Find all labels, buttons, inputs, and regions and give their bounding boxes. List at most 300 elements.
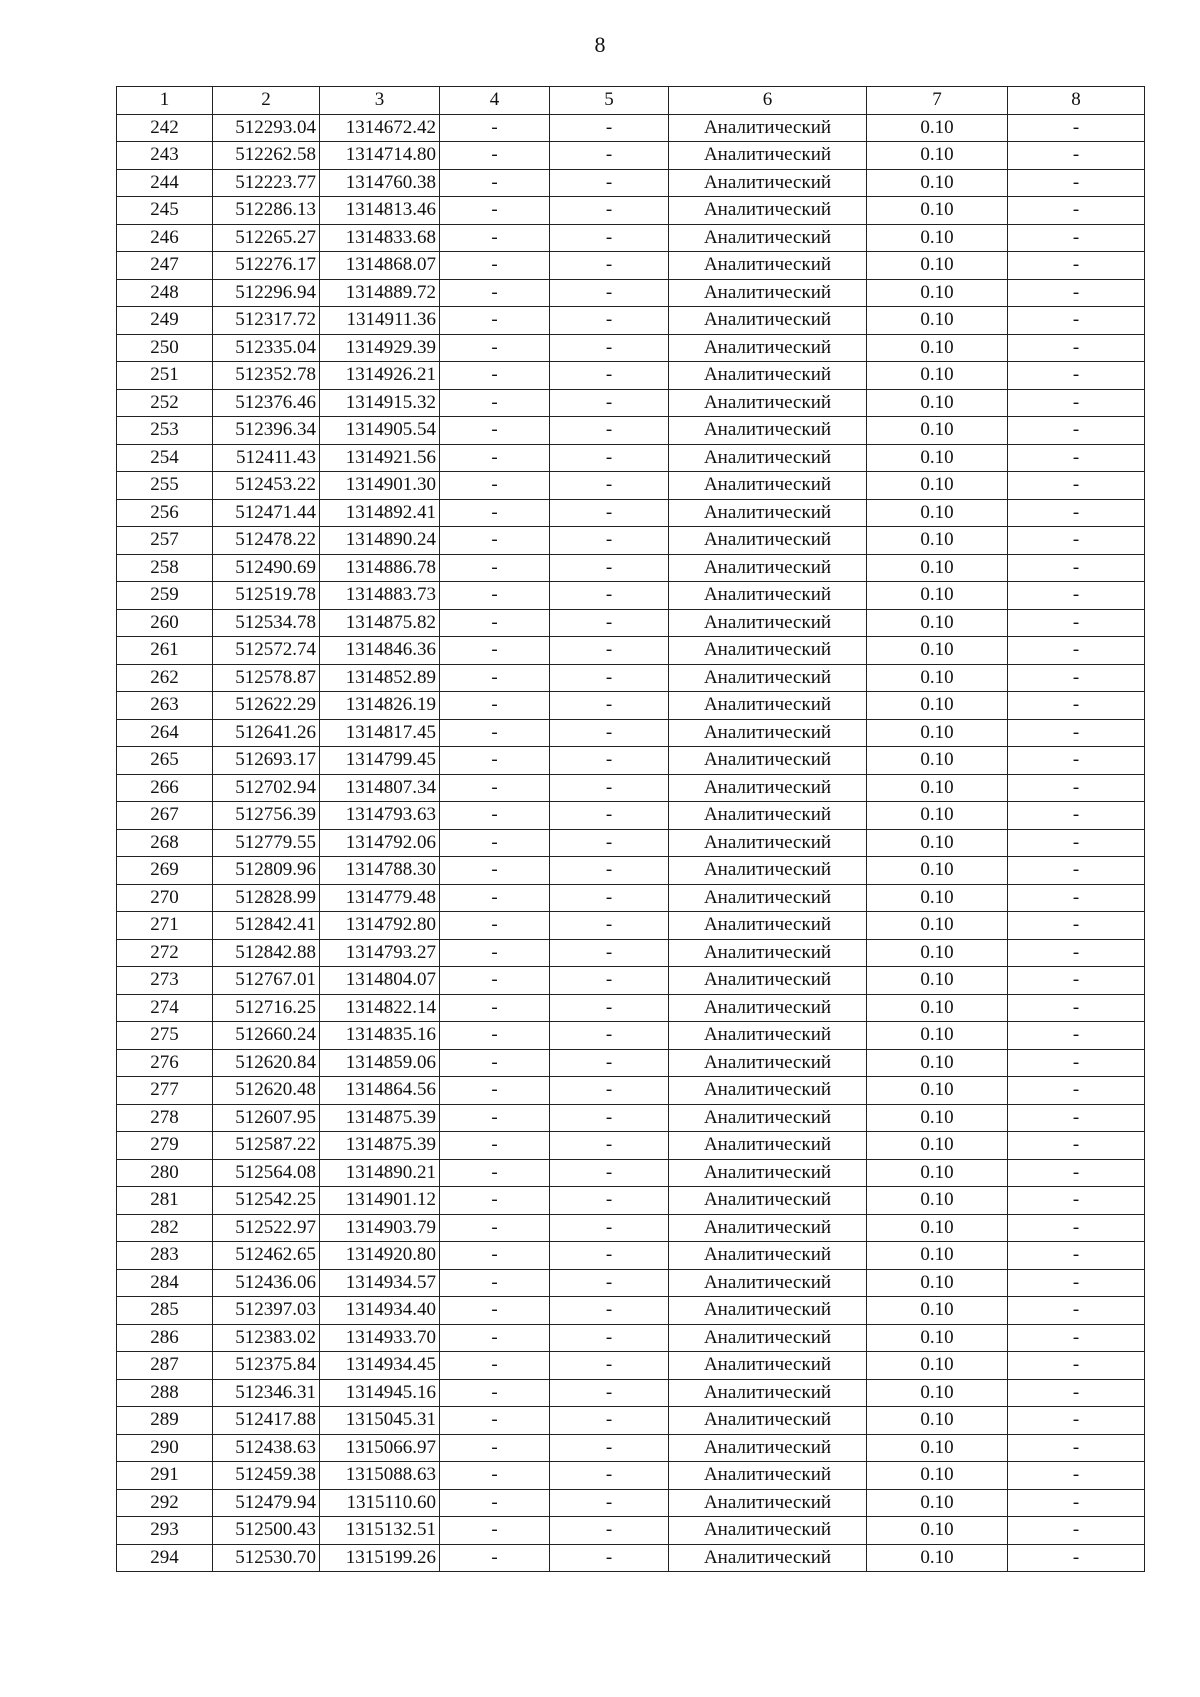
cell-col-4: - <box>440 1434 550 1462</box>
cell-accuracy: 0.10 <box>867 224 1008 252</box>
cell-accuracy: 0.10 <box>867 857 1008 885</box>
cell-method: Аналитический <box>669 472 867 500</box>
cell-coord-y: 1314890.24 <box>320 527 440 555</box>
cell-method: Аналитический <box>669 1297 867 1325</box>
cell-col-4: - <box>440 279 550 307</box>
cell-point-number: 286 <box>117 1324 213 1352</box>
cell-coord-y: 1314792.80 <box>320 912 440 940</box>
cell-col-4: - <box>440 114 550 142</box>
cell-coord-x: 512479.94 <box>213 1489 320 1517</box>
cell-point-number: 265 <box>117 747 213 775</box>
cell-col-5: - <box>550 747 669 775</box>
cell-col-4: - <box>440 197 550 225</box>
cell-accuracy: 0.10 <box>867 1214 1008 1242</box>
cell-point-number: 247 <box>117 252 213 280</box>
table-row <box>117 884 1145 912</box>
cell-coord-y: 1314929.39 <box>320 334 440 362</box>
cell-coord-y: 1314846.36 <box>320 637 440 665</box>
cell-coord-x: 512660.24 <box>213 1022 320 1050</box>
cell-method: Аналитический <box>669 1049 867 1077</box>
cell-point-number: 278 <box>117 1104 213 1132</box>
cell-point-number: 261 <box>117 637 213 665</box>
cell-method: Аналитический <box>669 1242 867 1270</box>
cell-col-5: - <box>550 1242 669 1270</box>
cell-coord-x: 512620.48 <box>213 1077 320 1105</box>
cell-coord-y: 1315199.26 <box>320 1544 440 1572</box>
cell-method: Аналитический <box>669 857 867 885</box>
cell-point-number: 244 <box>117 169 213 197</box>
table-row <box>117 1187 1145 1215</box>
cell-col-4: - <box>440 1104 550 1132</box>
cell-col-5: - <box>550 362 669 390</box>
cell-col-4: - <box>440 802 550 830</box>
table-row <box>117 857 1145 885</box>
cell-col-4: - <box>440 994 550 1022</box>
cell-coord-y: 1314934.57 <box>320 1269 440 1297</box>
cell-col-8: - <box>1008 1544 1145 1572</box>
cell-accuracy: 0.10 <box>867 527 1008 555</box>
cell-accuracy: 0.10 <box>867 1242 1008 1270</box>
cell-method: Аналитический <box>669 664 867 692</box>
cell-method: Аналитический <box>669 224 867 252</box>
cell-col-4: - <box>440 169 550 197</box>
cell-col-8: - <box>1008 114 1145 142</box>
cell-col-8: - <box>1008 1269 1145 1297</box>
cell-method: Аналитический <box>669 142 867 170</box>
cell-point-number: 274 <box>117 994 213 1022</box>
table-row <box>117 802 1145 830</box>
cell-col-4: - <box>440 582 550 610</box>
cell-coord-y: 1314883.73 <box>320 582 440 610</box>
cell-col-4: - <box>440 1489 550 1517</box>
cell-method: Аналитический <box>669 1544 867 1572</box>
cell-accuracy: 0.10 <box>867 994 1008 1022</box>
cell-coord-x: 512842.88 <box>213 939 320 967</box>
cell-col-4: - <box>440 1187 550 1215</box>
cell-accuracy: 0.10 <box>867 114 1008 142</box>
cell-coord-x: 512436.06 <box>213 1269 320 1297</box>
cell-col-4: - <box>440 1269 550 1297</box>
cell-point-number: 262 <box>117 664 213 692</box>
cell-col-4: - <box>440 912 550 940</box>
cell-coord-x: 512842.41 <box>213 912 320 940</box>
cell-accuracy: 0.10 <box>867 1462 1008 1490</box>
cell-coord-x: 512564.08 <box>213 1159 320 1187</box>
cell-coord-y: 1314903.79 <box>320 1214 440 1242</box>
table-row <box>117 994 1145 1022</box>
cell-point-number: 284 <box>117 1269 213 1297</box>
cell-point-number: 292 <box>117 1489 213 1517</box>
cell-col-5: - <box>550 994 669 1022</box>
cell-col-4: - <box>440 774 550 802</box>
cell-accuracy: 0.10 <box>867 499 1008 527</box>
cell-method: Аналитический <box>669 747 867 775</box>
cell-point-number: 272 <box>117 939 213 967</box>
table-row <box>117 1517 1145 1545</box>
cell-col-4: - <box>440 334 550 362</box>
cell-col-8: - <box>1008 169 1145 197</box>
cell-coord-x: 512383.02 <box>213 1324 320 1352</box>
table-row <box>117 939 1145 967</box>
cell-coord-x: 512376.46 <box>213 389 320 417</box>
cell-col-4: - <box>440 444 550 472</box>
cell-coord-y: 1314807.34 <box>320 774 440 802</box>
cell-coord-x: 512500.43 <box>213 1517 320 1545</box>
cell-accuracy: 0.10 <box>867 142 1008 170</box>
cell-col-8: - <box>1008 1434 1145 1462</box>
cell-col-4: - <box>440 719 550 747</box>
cell-col-8: - <box>1008 307 1145 335</box>
cell-col-8: - <box>1008 1242 1145 1270</box>
cell-col-8: - <box>1008 1022 1145 1050</box>
cell-coord-y: 1314852.89 <box>320 664 440 692</box>
cell-accuracy: 0.10 <box>867 1159 1008 1187</box>
cell-col-5: - <box>550 1049 669 1077</box>
cell-method: Аналитический <box>669 1379 867 1407</box>
table-row <box>117 1352 1145 1380</box>
cell-col-8: - <box>1008 1049 1145 1077</box>
cell-accuracy: 0.10 <box>867 1297 1008 1325</box>
cell-coord-y: 1314921.56 <box>320 444 440 472</box>
table-row <box>117 692 1145 720</box>
cell-col-8: - <box>1008 1324 1145 1352</box>
cell-col-4: - <box>440 307 550 335</box>
cell-method: Аналитический <box>669 609 867 637</box>
cell-coord-y: 1314864.56 <box>320 1077 440 1105</box>
cell-point-number: 245 <box>117 197 213 225</box>
cell-method: Аналитический <box>669 1187 867 1215</box>
cell-col-8: - <box>1008 912 1145 940</box>
table-row <box>117 967 1145 995</box>
cell-method: Аналитический <box>669 1159 867 1187</box>
cell-coord-y: 1314933.70 <box>320 1324 440 1352</box>
cell-method: Аналитический <box>669 1269 867 1297</box>
cell-point-number: 273 <box>117 967 213 995</box>
table-row <box>117 1462 1145 1490</box>
cell-method: Аналитический <box>669 1077 867 1105</box>
cell-col-5: - <box>550 252 669 280</box>
cell-col-5: - <box>550 1462 669 1490</box>
cell-accuracy: 0.10 <box>867 1489 1008 1517</box>
cell-col-5: - <box>550 1159 669 1187</box>
cell-accuracy: 0.10 <box>867 169 1008 197</box>
cell-point-number: 251 <box>117 362 213 390</box>
cell-coord-x: 512453.22 <box>213 472 320 500</box>
table-body <box>117 114 1145 1572</box>
cell-col-8: - <box>1008 1159 1145 1187</box>
cell-point-number: 254 <box>117 444 213 472</box>
cell-method: Аналитический <box>669 1022 867 1050</box>
cell-coord-x: 512572.74 <box>213 637 320 665</box>
column-header-6: 6 <box>669 87 867 115</box>
cell-point-number: 283 <box>117 1242 213 1270</box>
cell-coord-y: 1315045.31 <box>320 1407 440 1435</box>
cell-coord-y: 1314886.78 <box>320 554 440 582</box>
cell-col-8: - <box>1008 142 1145 170</box>
column-header-7: 7 <box>867 87 1008 115</box>
cell-method: Аналитический <box>669 444 867 472</box>
cell-coord-y: 1314760.38 <box>320 169 440 197</box>
cell-accuracy: 0.10 <box>867 747 1008 775</box>
table-header-row <box>117 87 1145 115</box>
cell-col-8: - <box>1008 334 1145 362</box>
cell-col-4: - <box>440 692 550 720</box>
cell-col-4: - <box>440 637 550 665</box>
cell-accuracy: 0.10 <box>867 1352 1008 1380</box>
table-row <box>117 1159 1145 1187</box>
cell-accuracy: 0.10 <box>867 362 1008 390</box>
cell-coord-x: 512622.29 <box>213 692 320 720</box>
cell-col-5: - <box>550 114 669 142</box>
cell-coord-x: 512375.84 <box>213 1352 320 1380</box>
cell-col-5: - <box>550 1214 669 1242</box>
cell-col-5: - <box>550 774 669 802</box>
cell-method: Аналитический <box>669 1352 867 1380</box>
cell-coord-y: 1314905.54 <box>320 417 440 445</box>
cell-coord-x: 512346.31 <box>213 1379 320 1407</box>
cell-method: Аналитический <box>669 637 867 665</box>
cell-point-number: 257 <box>117 527 213 555</box>
cell-coord-y: 1314792.06 <box>320 829 440 857</box>
cell-col-8: - <box>1008 994 1145 1022</box>
table-row <box>117 1022 1145 1050</box>
cell-method: Аналитический <box>669 362 867 390</box>
cell-col-4: - <box>440 1242 550 1270</box>
cell-col-4: - <box>440 1049 550 1077</box>
cell-col-8: - <box>1008 389 1145 417</box>
cell-col-8: - <box>1008 719 1145 747</box>
cell-col-5: - <box>550 169 669 197</box>
cell-accuracy: 0.10 <box>867 444 1008 472</box>
cell-col-5: - <box>550 1022 669 1050</box>
table-row <box>117 1242 1145 1270</box>
cell-col-8: - <box>1008 1132 1145 1160</box>
table-row <box>117 1434 1145 1462</box>
cell-method: Аналитический <box>669 884 867 912</box>
column-header-3: 3 <box>320 87 440 115</box>
cell-coord-y: 1314911.36 <box>320 307 440 335</box>
cell-col-4: - <box>440 1352 550 1380</box>
cell-col-5: - <box>550 1352 669 1380</box>
cell-point-number: 290 <box>117 1434 213 1462</box>
cell-method: Аналитический <box>669 1214 867 1242</box>
cell-coord-x: 512417.88 <box>213 1407 320 1435</box>
cell-col-8: - <box>1008 1462 1145 1490</box>
cell-col-8: - <box>1008 1352 1145 1380</box>
cell-method: Аналитический <box>669 197 867 225</box>
table-row <box>117 252 1145 280</box>
cell-coord-x: 512542.25 <box>213 1187 320 1215</box>
cell-point-number: 294 <box>117 1544 213 1572</box>
cell-accuracy: 0.10 <box>867 1077 1008 1105</box>
cell-col-4: - <box>440 1407 550 1435</box>
cell-coord-y: 1314793.63 <box>320 802 440 830</box>
cell-method: Аналитический <box>669 1462 867 1490</box>
cell-coord-y: 1314945.16 <box>320 1379 440 1407</box>
cell-coord-x: 512702.94 <box>213 774 320 802</box>
cell-point-number: 291 <box>117 1462 213 1490</box>
cell-accuracy: 0.10 <box>867 1049 1008 1077</box>
cell-coord-x: 512522.97 <box>213 1214 320 1242</box>
cell-col-8: - <box>1008 582 1145 610</box>
coordinates-table <box>116 86 1145 1572</box>
cell-col-4: - <box>440 252 550 280</box>
cell-accuracy: 0.10 <box>867 1434 1008 1462</box>
cell-method: Аналитический <box>669 334 867 362</box>
cell-accuracy: 0.10 <box>867 279 1008 307</box>
cell-coord-x: 512397.03 <box>213 1297 320 1325</box>
cell-col-8: - <box>1008 1517 1145 1545</box>
cell-point-number: 280 <box>117 1159 213 1187</box>
cell-point-number: 276 <box>117 1049 213 1077</box>
cell-method: Аналитический <box>669 774 867 802</box>
cell-point-number: 264 <box>117 719 213 747</box>
cell-accuracy: 0.10 <box>867 829 1008 857</box>
cell-accuracy: 0.10 <box>867 884 1008 912</box>
cell-col-5: - <box>550 857 669 885</box>
cell-coord-x: 512352.78 <box>213 362 320 390</box>
cell-coord-x: 512223.77 <box>213 169 320 197</box>
cell-coord-x: 512471.44 <box>213 499 320 527</box>
cell-col-5: - <box>550 1297 669 1325</box>
table-row <box>117 1544 1145 1572</box>
cell-col-4: - <box>440 829 550 857</box>
cell-col-5: - <box>550 1324 669 1352</box>
table-row <box>117 389 1145 417</box>
cell-method: Аналитический <box>669 1489 867 1517</box>
cell-col-5: - <box>550 499 669 527</box>
table-row <box>117 114 1145 142</box>
table-row <box>117 362 1145 390</box>
cell-col-4: - <box>440 884 550 912</box>
cell-method: Аналитический <box>669 994 867 1022</box>
cell-col-8: - <box>1008 554 1145 582</box>
cell-accuracy: 0.10 <box>867 637 1008 665</box>
cell-method: Аналитический <box>669 527 867 555</box>
cell-method: Аналитический <box>669 554 867 582</box>
cell-col-8: - <box>1008 1379 1145 1407</box>
cell-col-5: - <box>550 664 669 692</box>
cell-col-5: - <box>550 1269 669 1297</box>
table-row <box>117 829 1145 857</box>
cell-method: Аналитический <box>669 499 867 527</box>
cell-method: Аналитический <box>669 252 867 280</box>
cell-col-5: - <box>550 939 669 967</box>
cell-coord-x: 512462.65 <box>213 1242 320 1270</box>
cell-accuracy: 0.10 <box>867 912 1008 940</box>
cell-col-8: - <box>1008 1297 1145 1325</box>
cell-accuracy: 0.10 <box>867 1379 1008 1407</box>
cell-accuracy: 0.10 <box>867 1132 1008 1160</box>
cell-col-4: - <box>440 1159 550 1187</box>
table-row <box>117 582 1145 610</box>
cell-col-8: - <box>1008 637 1145 665</box>
cell-col-8: - <box>1008 279 1145 307</box>
cell-col-4: - <box>440 1517 550 1545</box>
cell-col-8: - <box>1008 499 1145 527</box>
cell-coord-y: 1314833.68 <box>320 224 440 252</box>
cell-coord-y: 1315110.60 <box>320 1489 440 1517</box>
cell-point-number: 242 <box>117 114 213 142</box>
table-row <box>117 719 1145 747</box>
cell-col-8: - <box>1008 444 1145 472</box>
cell-coord-x: 512396.34 <box>213 417 320 445</box>
table-row <box>117 334 1145 362</box>
cell-col-8: - <box>1008 829 1145 857</box>
table-row <box>117 774 1145 802</box>
cell-coord-y: 1314920.80 <box>320 1242 440 1270</box>
cell-coord-y: 1314890.21 <box>320 1159 440 1187</box>
cell-method: Аналитический <box>669 389 867 417</box>
column-header-1: 1 <box>117 87 213 115</box>
cell-coord-y: 1314859.06 <box>320 1049 440 1077</box>
cell-col-4: - <box>440 1379 550 1407</box>
cell-col-5: - <box>550 389 669 417</box>
cell-coord-x: 512438.63 <box>213 1434 320 1462</box>
cell-point-number: 281 <box>117 1187 213 1215</box>
cell-accuracy: 0.10 <box>867 664 1008 692</box>
cell-col-8: - <box>1008 527 1145 555</box>
table-row <box>117 1049 1145 1077</box>
cell-coord-x: 512286.13 <box>213 197 320 225</box>
table-row <box>117 142 1145 170</box>
cell-coord-y: 1314813.46 <box>320 197 440 225</box>
cell-accuracy: 0.10 <box>867 1407 1008 1435</box>
cell-col-8: - <box>1008 1489 1145 1517</box>
cell-coord-x: 512756.39 <box>213 802 320 830</box>
cell-accuracy: 0.10 <box>867 472 1008 500</box>
cell-accuracy: 0.10 <box>867 1324 1008 1352</box>
cell-col-5: - <box>550 582 669 610</box>
cell-point-number: 263 <box>117 692 213 720</box>
cell-accuracy: 0.10 <box>867 197 1008 225</box>
cell-method: Аналитический <box>669 967 867 995</box>
cell-method: Аналитический <box>669 829 867 857</box>
cell-point-number: 250 <box>117 334 213 362</box>
cell-point-number: 256 <box>117 499 213 527</box>
table-row <box>117 664 1145 692</box>
table-row <box>117 637 1145 665</box>
cell-point-number: 288 <box>117 1379 213 1407</box>
cell-method: Аналитический <box>669 1434 867 1462</box>
cell-col-5: - <box>550 692 669 720</box>
cell-coord-y: 1315132.51 <box>320 1517 440 1545</box>
table-row <box>117 499 1145 527</box>
cell-coord-y: 1314868.07 <box>320 252 440 280</box>
cell-col-4: - <box>440 554 550 582</box>
cell-col-5: - <box>550 1544 669 1572</box>
cell-point-number: 259 <box>117 582 213 610</box>
cell-coord-y: 1314915.32 <box>320 389 440 417</box>
cell-col-4: - <box>440 747 550 775</box>
cell-coord-y: 1314889.72 <box>320 279 440 307</box>
table-row <box>117 912 1145 940</box>
table-row <box>117 609 1145 637</box>
cell-coord-y: 1314817.45 <box>320 719 440 747</box>
cell-coord-x: 512530.70 <box>213 1544 320 1572</box>
cell-accuracy: 0.10 <box>867 389 1008 417</box>
table-row <box>117 197 1145 225</box>
cell-col-8: - <box>1008 1407 1145 1435</box>
cell-col-8: - <box>1008 609 1145 637</box>
cell-accuracy: 0.10 <box>867 774 1008 802</box>
cell-accuracy: 0.10 <box>867 334 1008 362</box>
cell-coord-x: 512716.25 <box>213 994 320 1022</box>
cell-col-5: - <box>550 609 669 637</box>
cell-point-number: 248 <box>117 279 213 307</box>
cell-coord-x: 512641.26 <box>213 719 320 747</box>
cell-method: Аналитический <box>669 1407 867 1435</box>
